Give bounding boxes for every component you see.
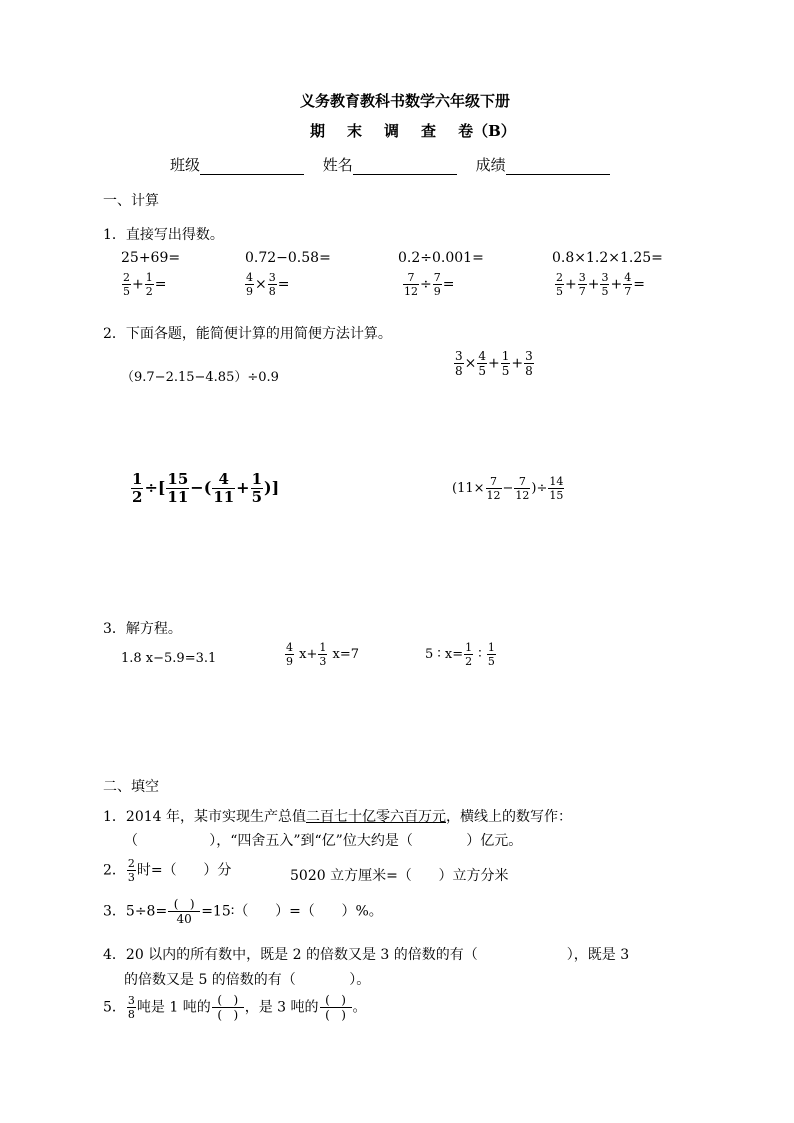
class-label: 班级 [170,156,201,174]
fill-question: 5． $\frac{3}{8}$ 吨是 1 吨的 ( ) ( ) ，是 3 吨的 ( ) ( ) 。 [103,993,367,1022]
equation: 1.8 x−5.9=3.1 [121,651,217,666]
subtitle-char: 查 [421,122,437,140]
calc-item: 0.2÷0.001= [398,250,484,266]
fill-question: 的倍数又是 5 的倍数的有（ ）。 [124,972,371,988]
equation: 5 ∶ x= $\frac{1}{2}$ ∶ $\frac{1}{5}$ [425,641,495,668]
class-field[interactable] [200,160,304,175]
name-label: 姓名 [322,156,353,174]
calc-item: $\frac{2}{5}$ + $\frac{3}{7}$ + $\frac{3}{5}$ + $\frac{4}{7}$ = [556,271,645,298]
subtitle-char: 调 [384,122,400,140]
calc-item: $\frac{7}{12}$ ÷ $\frac{7}{9}$ = [404,271,455,298]
section-heading: 二、填空 [103,779,159,795]
score-field[interactable] [506,160,610,175]
name-field[interactable] [353,160,457,175]
subtitle-char: 末 [347,122,363,140]
calc-item: 25+69= [121,250,181,266]
page-title: 义务教育教科书数学六年级下册 [300,92,511,110]
section-heading: 一、计算 [103,193,159,209]
equation: $\frac{4}{9}$ x+ $\frac{1}{3}$ x=7 [286,641,359,668]
question-label: 3．解方程。 [103,621,182,637]
calc-item: 0.72−0.58= [245,250,331,266]
question-label: 2．下面各题，能简便计算的用简便方法计算。 [103,326,392,342]
fill-question: （ ），“四舍五入”到“亿”位大约是（ ）亿元。 [124,833,523,849]
calc-item: 0.8×1.2×1.25= [552,250,663,266]
student-info-row [170,154,610,175]
fill-question: 1．2014 年，某市实现生产总值二百七十亿零六百万元，横线上的数写作： [103,809,572,825]
fill-question: 3．5÷8= ( ) 40 =15∶（ ）=（ ）%。 [103,897,383,926]
calc-item: $\frac{4}{9}$ × $\frac{3}{8}$ = [246,271,290,298]
calc-expression: (11× $\frac{7}{12}$ − $\frac{7}{12}$ )÷ $\frac{14}{15}$ [452,475,564,502]
question-label: 1．直接写出得数。 [103,227,224,243]
calc-expression: （9.7−2.15−4.85）÷0.9 [121,370,279,385]
page-subtitle [310,120,516,141]
calc-item: $\frac{2}{5}$ + $\frac{1}{2}$ = [123,271,167,298]
calc-expression: $\frac{3}{8}$ × $\frac{4}{5}$ + $\frac{1}{5}$ + $\frac{3}{8}$ [455,349,533,378]
subtitle-char: 期 [310,122,326,140]
score-label: 成绩 [475,156,506,174]
fill-question: 4．20 以内的所有数中，既是 2 的倍数又是 3 的倍数的有（ ），既是 3 [103,947,630,963]
fill-question: 2． $\frac{2}{3}$ 时=（ ）分 [103,857,232,884]
calc-expression: $\frac{1}{2}$ ÷[ $\frac{15}{11}$ −( $\frac{4}{11}$ + $\frac{1}{5}$ )] [132,470,280,506]
fill-question: 5020 立方厘米=（ ）立方分米 [290,868,509,884]
subtitle-char: 卷（B） [458,122,516,140]
underlined-number: 二百七十亿零六百万元 [306,809,446,825]
